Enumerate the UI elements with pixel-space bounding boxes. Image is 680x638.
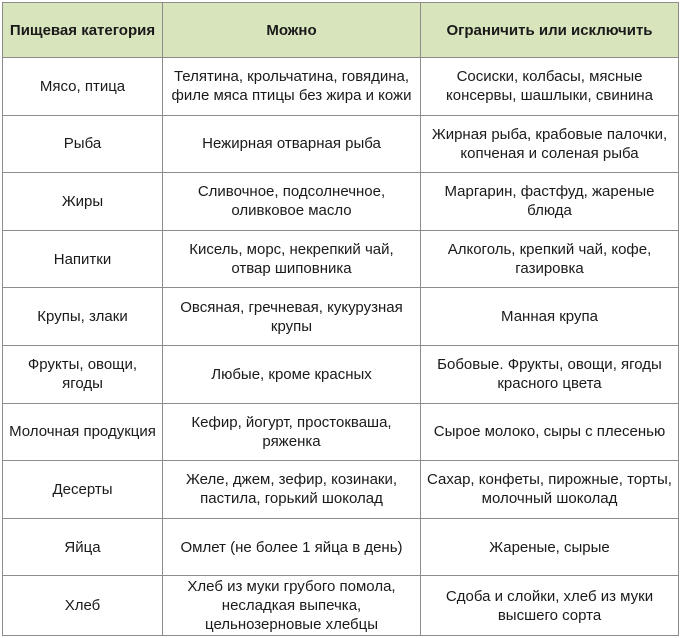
- diet-table: [2, 2, 679, 636]
- allowed-cell: Овсяная, гречневая, кукурузная крупы: [163, 288, 421, 346]
- category-cell: Крупы, злаки: [3, 288, 163, 346]
- header-allowed: Можно: [163, 3, 421, 58]
- header-row: [3, 3, 679, 58]
- allowed-cell: Хлеб из муки грубого помола, несладкая выпечка, цельнозерновые хлебцы: [163, 576, 421, 636]
- category-cell: Жиры: [3, 173, 163, 231]
- table-row: [3, 58, 679, 116]
- header-restricted: Ограничить или исключить: [421, 3, 679, 58]
- restricted-cell: Сдоба и слойки, хлеб из муки высшего сорта: [421, 576, 679, 636]
- restricted-cell: Бобовые. Фрукты, овощи, ягоды красного цвета: [421, 345, 679, 403]
- category-cell: Фрукты, овощи, ягоды: [3, 345, 163, 403]
- table-row: [3, 518, 679, 576]
- category-cell: Рыба: [3, 115, 163, 173]
- category-cell: Молочная продукция: [3, 403, 163, 461]
- allowed-cell: Сливочное, подсолнечное, оливковое масло: [163, 173, 421, 231]
- table-row: [3, 576, 679, 636]
- allowed-cell: Желе, джем, зефир, козинаки, пастила, горький шоколад: [163, 461, 421, 519]
- restricted-cell: Сосиски, колбасы, мясные консервы, шашлыки, свинина: [421, 58, 679, 116]
- restricted-cell: Жирная рыба, крабовые палочки, копченая и соленая рыба: [421, 115, 679, 173]
- restricted-cell: Манная крупа: [421, 288, 679, 346]
- allowed-cell: Любые, кроме красных: [163, 345, 421, 403]
- allowed-cell: Телятина, крольчатина, говядина, филе мяса птицы без жира и кожи: [163, 58, 421, 116]
- category-cell: Напитки: [3, 230, 163, 288]
- restricted-cell: Жареные, сырые: [421, 518, 679, 576]
- allowed-cell: Омлет (не более 1 яйца в день): [163, 518, 421, 576]
- header-category: Пищевая категория: [3, 3, 163, 58]
- restricted-cell: Сырое молоко, сыры с плесенью: [421, 403, 679, 461]
- category-cell: Десерты: [3, 461, 163, 519]
- table-row: [3, 173, 679, 231]
- restricted-cell: Маргарин, фастфуд, жареные блюда: [421, 173, 679, 231]
- restricted-cell: Сахар, конфеты, пирожные, торты, молочный шоколад: [421, 461, 679, 519]
- allowed-cell: Нежирная отварная рыба: [163, 115, 421, 173]
- category-cell: Мясо, птица: [3, 58, 163, 116]
- table-row: [3, 115, 679, 173]
- category-cell: Хлеб: [3, 576, 163, 636]
- allowed-cell: Кефир, йогурт, простокваша, ряженка: [163, 403, 421, 461]
- restricted-cell: Алкоголь, крепкий чай, кофе, газировка: [421, 230, 679, 288]
- table-row: [3, 461, 679, 519]
- table-row: [3, 288, 679, 346]
- table-row: [3, 345, 679, 403]
- table-row: [3, 230, 679, 288]
- allowed-cell: Кисель, морс, некрепкий чай, отвар шиповника: [163, 230, 421, 288]
- category-cell: Яйца: [3, 518, 163, 576]
- table-row: [3, 403, 679, 461]
